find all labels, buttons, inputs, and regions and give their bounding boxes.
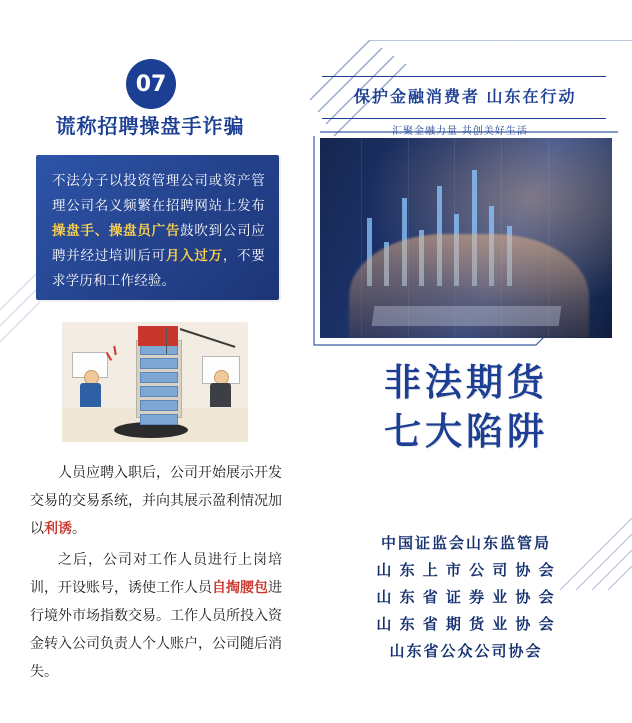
left-column bbox=[0, 0, 300, 723]
description-callout-box bbox=[36, 155, 279, 300]
illustration-money-stack bbox=[136, 340, 182, 418]
scam-illustration bbox=[62, 322, 248, 442]
description-part3: ，不要求学历和工作经验。 bbox=[52, 248, 265, 288]
description-part1: 不法分子以投资管理公司或资产管理公司名义频繁在招聘网站上发布 bbox=[52, 173, 265, 213]
poster-main-title-line2: 七大陷阱 bbox=[384, 411, 548, 452]
organization-item: 山 东 省 期 货 业 协 会 bbox=[376, 616, 556, 633]
description-highlight-2: 月入过万 bbox=[165, 248, 223, 263]
description-part2: 鼓吹到公司应聘并经过培训后可 bbox=[52, 223, 265, 263]
poster-main-title-line1: 非法期货 bbox=[384, 362, 548, 403]
organization-item: 山东省公众公司协会 bbox=[389, 643, 543, 660]
description-highlight-1: 操盘手、操盘员广告 bbox=[52, 223, 181, 238]
banner-rule-top bbox=[322, 76, 606, 77]
paragraph1-part2: 。 bbox=[72, 520, 86, 536]
organization-item: 中国证监会山东监管局 bbox=[380, 535, 551, 552]
illustration-red-sign bbox=[138, 326, 178, 346]
section-number-badge: 07 bbox=[126, 59, 176, 109]
organization-list bbox=[300, 530, 632, 665]
paragraph2-highlight: 自掏腰包 bbox=[212, 579, 268, 595]
illustration-person-left bbox=[78, 370, 104, 416]
organization-item: 山 东 省 证 券 业 协 会 bbox=[376, 589, 556, 606]
description-text bbox=[52, 168, 265, 293]
banner-sub-text: 汇聚金融力量 共创美好生活 bbox=[392, 126, 528, 137]
illustration-fishing-line bbox=[166, 328, 167, 354]
paragraph1-highlight: 利诱 bbox=[44, 520, 72, 536]
banner-main-text: 保护金融消费者 山东在行动 bbox=[354, 89, 577, 106]
paragraph2-part1: 之后，公司对工作人员进行上岗培训，开设账号，诱使工作人员 bbox=[30, 551, 282, 595]
hero-photo bbox=[320, 138, 612, 338]
illustration-fishing-rod bbox=[180, 328, 236, 348]
right-column bbox=[300, 0, 632, 723]
body-paragraph-1 bbox=[30, 458, 282, 542]
paragraph2-part2: 进行境外市场指数交易。工作人员所投入资金转入公司负责人个人账户，公司随后消失。 bbox=[30, 579, 282, 679]
body-paragraph-2 bbox=[30, 545, 282, 685]
banner-rule-bottom bbox=[322, 118, 606, 119]
poster-main-title bbox=[300, 358, 632, 456]
organization-item: 山 东 上 市 公 司 协 会 bbox=[376, 562, 556, 579]
paragraph1-part1: 人员应聘入职后，公司开始展示开发交易的交易系统，并向其展示盈利情况加以 bbox=[30, 464, 282, 536]
campaign-banner bbox=[314, 72, 614, 137]
section-title: 谎称招聘操盘手诈骗 bbox=[55, 116, 245, 138]
illustration-spark bbox=[113, 346, 117, 355]
illustration-person-right bbox=[208, 370, 234, 416]
hero-laptop bbox=[371, 306, 561, 326]
